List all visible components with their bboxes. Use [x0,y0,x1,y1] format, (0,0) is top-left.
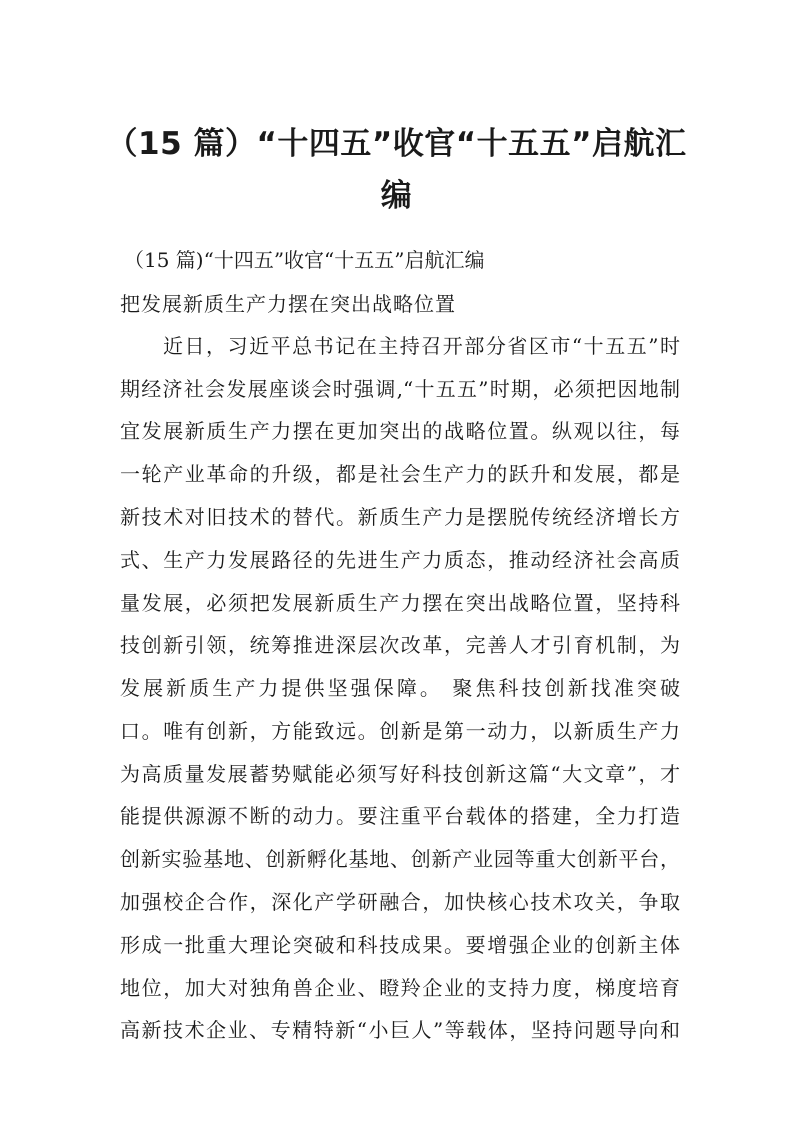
paragraph-line: 能提供源源不断的动力。要注重平台载体的搭建，全力打造 [120,804,680,828]
document-title: （15 篇）“十四五”收官“十五五”启航汇编 [106,126,687,214]
section-heading: 把发展新质生产力摆在突出战略位置 [120,292,456,316]
paragraph-line: 为高质量发展蓄势赋能必须写好科技创新这篇“大文章”，才 [120,762,680,786]
paragraph-line: 地位，加大对独角兽企业、瞪羚企业的支持力度，梯度培育 [120,976,680,1000]
paragraph-line: 口。唯有创新，方能致远。创新是第一动力，以新质生产力 [120,719,680,743]
paragraph-line: 期经济社会发展座谈会时强调,“十五五”时期，必须把因地制 [120,377,680,401]
paragraph-line: 创新实验基地、创新孵化基地、创新产业园等重大创新平台， [120,847,680,871]
paragraph-line: 新技术对旧技术的替代。新质生产力是摆脱传统经济增长方 [120,505,680,529]
paragraph-line: 量发展，必须把发展新质生产力摆在突出战略位置，坚持科 [120,591,680,615]
paragraph-line: 技创新引领，统筹推进深层次改革，完善人才引育机制，为 [120,633,680,657]
paragraph-line: 式、生产力发展路径的先进生产力质态，推动经济社会高质 [120,548,680,572]
paragraph-line: 一轮产业革命的升级，都是社会生产力的跃升和发展，都是 [120,462,680,486]
paragraph-line: 宜发展新质生产力摆在更加突出的战略位置。纵观以往，每 [120,419,680,443]
paragraph-line: 近日，习近平总书记在主持召开部分省区市“十五五”时 [163,334,680,358]
paragraph-line: 高新技术企业、专精特新“小巨人”等载体，坚持问题导向和 [120,1018,680,1042]
document-subtitle: （15 篇)“十四五”收官“十五五”启航汇编 [124,248,485,272]
paragraph-line: 发展新质生产力提供坚强保障。 聚焦科技创新找准突破 [120,676,680,700]
paragraph-line: 加强校企合作，深化产学研融合，加快核心技术攻关，争取 [120,890,680,914]
paragraph-line: 形成一批重大理论突破和科技成果。要增强企业的创新主体 [120,933,680,957]
